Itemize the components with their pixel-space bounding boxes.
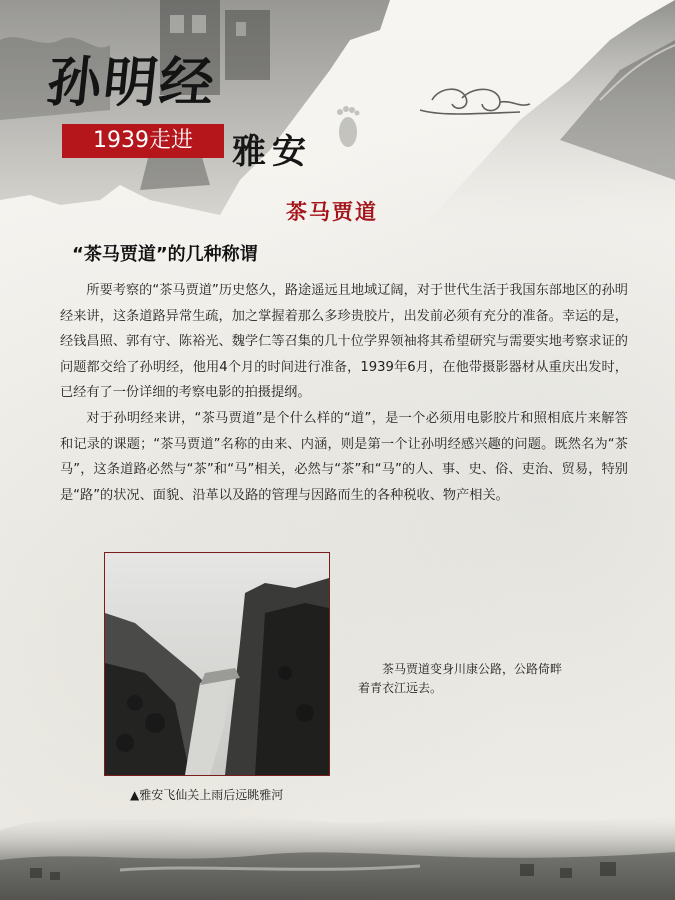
section-title: 茶马贾道 [286, 199, 378, 224]
paragraph-1: 所要考察的“茶马贾道”历史悠久，路途遥远且地域辽阔，对于世代生活于我国东部地区的孙明经来讲，这条道路异常生疏，加之掌握着那么多珍贵胶片，出发前必须有充分的准备。幸运的是，经钱昌照、郭有守、陈裕光、魏学仁等召集的几十位学界领袖将其希望研究与需要实地考察求证的问题都交给了孙明经，他用4个月的时间进行准备，1939年6月，在他带摄影器材从重庆出发时，已经有了一份详细的考察电影的拍摄提纲。 [60, 283, 628, 401]
body-text [60, 278, 628, 508]
year-banner [62, 124, 224, 158]
side-caption [358, 660, 598, 698]
subheading: “茶马贾道”的几种称谓 [72, 244, 258, 265]
year-banner-text: 1939走进 [93, 128, 193, 153]
gorge-photo-image [105, 553, 329, 775]
footer-landscape-art [0, 790, 675, 900]
side-caption-line-2: 着青衣江远去。 [358, 681, 443, 695]
side-caption-line-1: 茶马贾道变身川康公路，公路倚畔 [382, 662, 563, 676]
main-title-name: 孙明经 [44, 50, 219, 114]
paragraph-2: 对于孙明经来讲，“茶马贾道”是个什么样的“道”，是一个必须用电影胶片和照相底片来解答和记录的课题；“茶马贾道”名称的由来、内涵，则是第一个让孙明经感兴趣的问题。既然名为“茶马”，这条道路必然与“茶”和“马”相关，必然与“茶”和“马”的人、事、史、俗、吏治、贸易，特别是“路”的状况、面貌、沿革以及路的管理与因路而生的各种税收、物产相关。 [60, 410, 628, 503]
photo-caption: ▲雅安飞仙关上雨后远眺雅河 [130, 788, 284, 802]
gorge-photo [104, 552, 330, 776]
place-title: 雅安 [232, 132, 312, 172]
